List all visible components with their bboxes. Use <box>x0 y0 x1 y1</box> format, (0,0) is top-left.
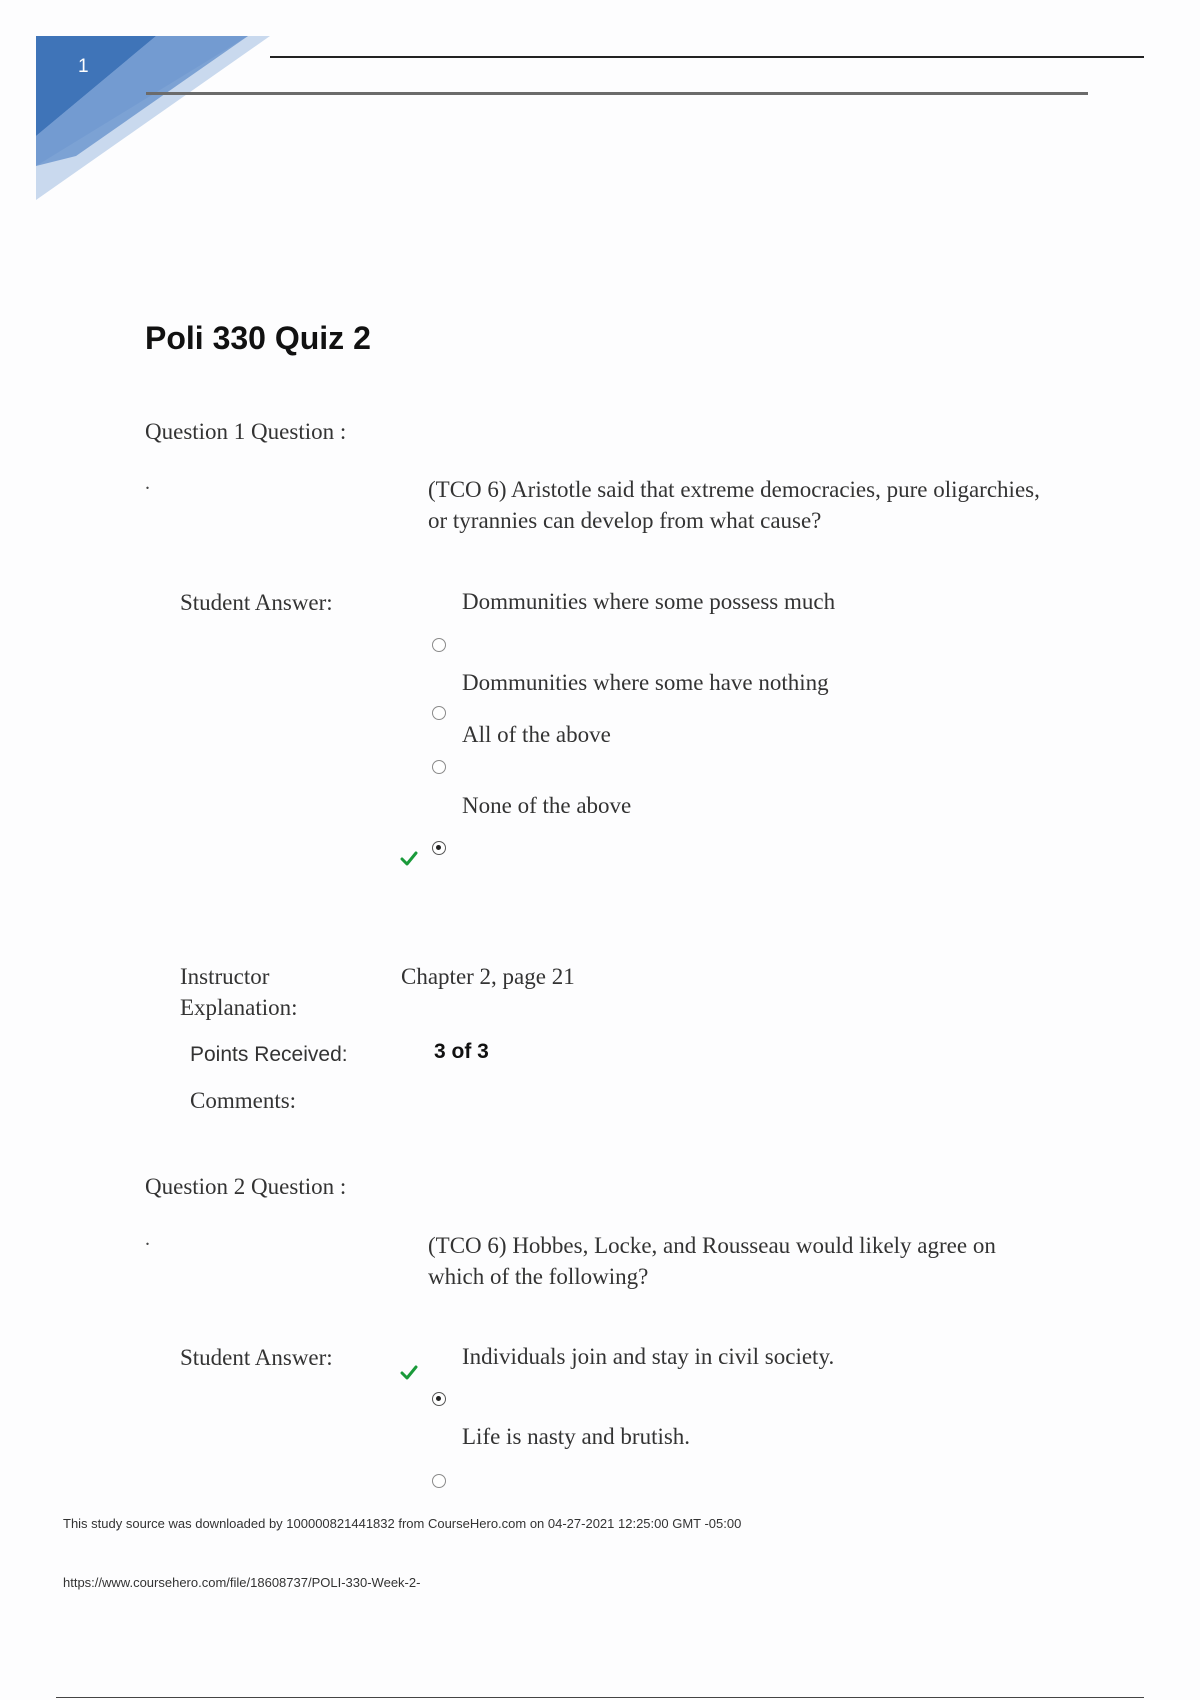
page-number: 1 <box>78 56 89 77</box>
correct-check-icon <box>400 1364 418 1380</box>
answer-option-radio[interactable] <box>432 1474 446 1488</box>
answer-option-label: All of the above <box>462 722 611 747</box>
question-1-heading: Question 1 Question : <box>145 419 347 444</box>
download-source-note: This study source was downloaded by 100000821441832 from CourseHero.com on 04-27-2021 12:25:00 GMT -05:00 <box>63 1516 742 1531</box>
answer-option-radio-selected[interactable] <box>432 841 446 855</box>
corner-decoration <box>36 36 270 200</box>
question-1-text-line: or tyrannies can develop from what cause? <box>428 508 822 533</box>
source-url-link[interactable]: https://www.coursehero.com/file/18608737/POLI-330-Week-2- <box>63 1575 421 1590</box>
answer-option-label: None of the above <box>462 793 632 818</box>
question-2-text-line: (TCO 6) Hobbes, Locke, and Rousseau would likely agree on <box>428 1233 996 1258</box>
points-received-label: Points Received: <box>190 1043 348 1066</box>
answer-option-radio-selected[interactable] <box>432 1392 446 1406</box>
instructor-label-line: Instructor <box>180 964 270 989</box>
instructor-explanation-label <box>180 961 298 1023</box>
answer-option-label: Life is nasty and brutish. <box>462 1424 691 1449</box>
question-2-text-line: which of the following? <box>428 1264 649 1289</box>
instructor-explanation-text: Chapter 2, page 21 <box>401 964 575 989</box>
answer-option-label: Dommunities where some have nothing <box>462 670 829 695</box>
answer-option-radio[interactable] <box>432 706 446 720</box>
question-2-dot: . <box>145 1228 150 1250</box>
question-2-heading: Question 2 Question : <box>145 1174 347 1199</box>
answer-option-label: Dommunities where some possess much <box>462 589 836 614</box>
header-rule-top <box>270 56 1144 58</box>
answer-option-radio[interactable] <box>432 760 446 774</box>
footer-rule <box>56 1697 1144 1698</box>
answer-option-radio[interactable] <box>432 638 446 652</box>
points-received-value: 3 of 3 <box>434 1040 489 1063</box>
student-answer-label: Student Answer: <box>180 1345 333 1370</box>
comments-label: Comments: <box>190 1088 297 1113</box>
question-1-dot: . <box>145 472 150 494</box>
instructor-label-line: Explanation: <box>180 995 298 1020</box>
header-rule-bottom <box>146 92 1088 95</box>
question-1-text-line: (TCO 6) Aristotle said that extreme democracies, pure oligarchies, <box>428 477 1040 502</box>
student-answer-label: Student Answer: <box>180 590 333 615</box>
correct-check-icon <box>400 850 418 866</box>
page-title: Poli 330 Quiz 2 <box>145 320 371 356</box>
question-1-text <box>428 474 1108 536</box>
question-2-text <box>428 1230 1108 1292</box>
answer-option-label: Individuals join and stay in civil society. <box>462 1344 835 1369</box>
